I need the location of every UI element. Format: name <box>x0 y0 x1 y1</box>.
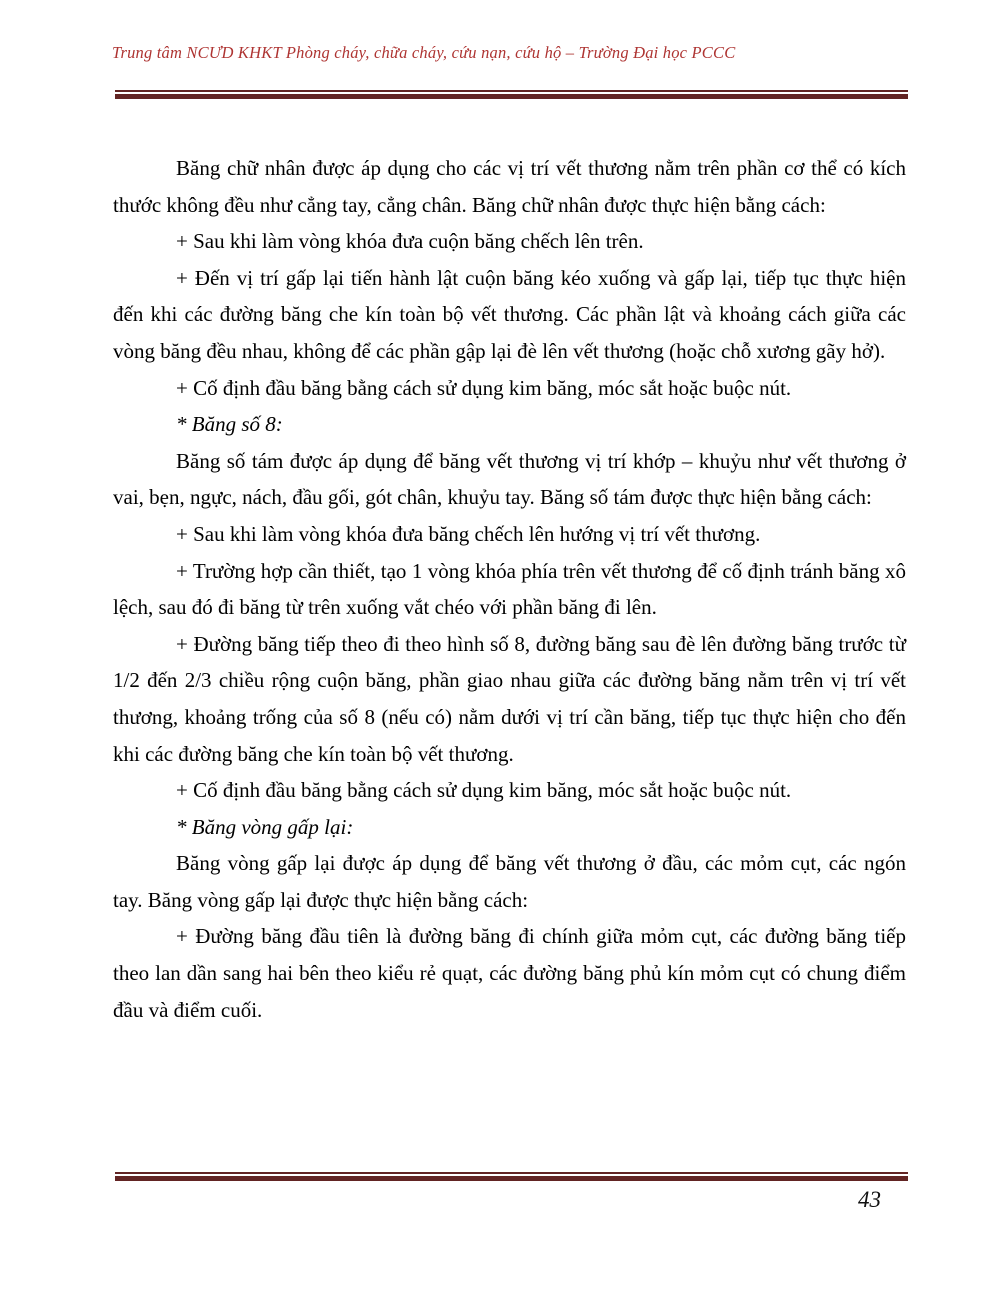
body-paragraph: Băng số tám được áp dụng để băng vết thương vị trí khớp – khuỷu như vết thương ở vai, bẹn, ngực, nách, đầu gối, gót chân, khuỷu tay. Băng số tám được thực hiện bằng cách: <box>113 448 906 510</box>
body-paragraph: + Cố định đầu băng bằng cách sử dụng kim băng, móc sắt hoặc buộc nút. <box>176 375 792 400</box>
body-paragraph: + Sau khi làm vòng khóa đưa cuộn băng chếch lên trên. <box>176 229 644 254</box>
footer-rule-thick-line <box>115 1176 908 1181</box>
body-paragraph: + Cố định đầu băng bằng cách sử dụng kim băng, móc sắt hoặc buộc nút. <box>176 778 792 803</box>
header-rule <box>115 90 908 99</box>
header-rule-thin-line <box>115 90 908 92</box>
section-heading-bang-so-8: * Băng số 8: <box>176 412 283 437</box>
footer-rule-thin-line <box>115 1172 908 1174</box>
body-paragraph: + Đường băng đầu tiên là đường băng đi chính giữa mỏm cụt, các đường băng tiếp theo lan dần sang hai bên theo kiểu rẻ quạt, các đường băng phủ kín mỏm cụt có chung điểm đầu và điểm cuối. <box>113 924 906 1022</box>
body-paragraph: Băng vòng gấp lại được áp dụng để băng vết thương ở đầu, các mỏm cụt, các ngón tay. Băng vòng gấp lại được thực hiện bằng cách: <box>113 851 906 912</box>
document-body <box>113 150 906 1028</box>
body-paragraph: + Trường hợp cần thiết, tạo 1 vòng khóa phía trên vết thương để cố định tránh băng xô lệch, sau đó đi băng từ trên xuống vắt chéo với phần băng đi lên. <box>113 558 906 620</box>
footer-rule <box>115 1172 908 1181</box>
running-header: Trung tâm NCƯD KHKT Phòng cháy, chữa cháy, cứu nạn, cứu hộ – Trường Đại học PCCC <box>112 43 736 62</box>
body-paragraph: + Sau khi làm vòng khóa đưa băng chếch lên hướng vị trí vết thương. <box>176 521 761 546</box>
page-number: 43 <box>858 1187 881 1212</box>
body-paragraph: + Đường băng tiếp theo đi theo hình số 8, đường băng sau đè lên đường băng trước từ 1/2 đến 2/3 chiều rộng cuộn băng, phần giao nhau giữa các đường băng nằm trên vị trí vết thương, khoảng trống của số 8 (nếu có) nằm dưới vị trí cần băng, tiếp tục thực hiện cho đến khi các đường băng che kín toàn bộ vết thương. <box>113 631 906 766</box>
body-paragraph: + Đến vị trí gấp lại tiến hành lật cuộn băng kéo xuống và gấp lại, tiếp tục thực hiện đến khi các đường băng che kín toàn bộ vết thương. Các phần lật và khoảng cách giữa các vòng băng đều nhau, không để các phần gập lại đè lên vết thương (hoặc chỗ xương gãy hở). <box>113 265 906 363</box>
header-rule-thick-line <box>115 94 908 99</box>
body-paragraph: Băng chữ nhân được áp dụng cho các vị trí vết thương nằm trên phần cơ thể có kích thước không đều như cẳng tay, cẳng chân. Băng chữ nhân được thực hiện bằng cách: <box>113 156 906 217</box>
section-heading-bang-vong-gap-lai: * Băng vòng gấp lại: <box>176 814 354 839</box>
